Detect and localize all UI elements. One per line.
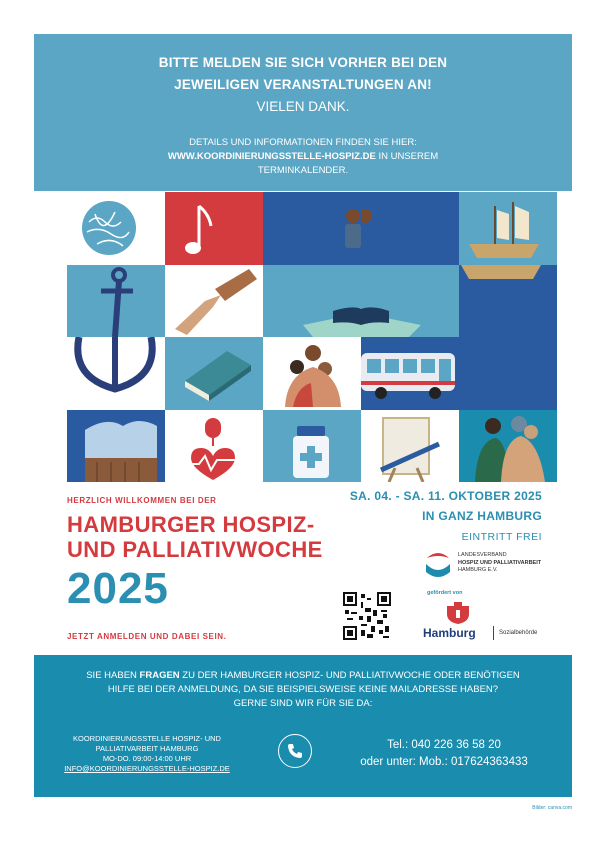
bus-icon (361, 337, 459, 410)
landesverband-logo-mark (424, 550, 452, 580)
book-icon (165, 337, 263, 410)
registration-notice-line2: JEWEILIGEN VERANSTALTUNGEN AN! (174, 77, 432, 92)
details-line2 (34, 150, 572, 164)
yoga-mat-left (263, 265, 361, 338)
yoga-woman-icon-right (361, 192, 459, 265)
ship-hull (459, 265, 557, 338)
questions-text (34, 669, 572, 711)
sozialbehoerde-label: Sozialbehörde (499, 630, 538, 636)
handshake-icon (165, 265, 263, 338)
questions-pre: SIE HABEN (86, 670, 140, 681)
registration-notice-line1: BITTE MELDEN SIE SICH VORHER BEI DEN (158, 55, 448, 70)
contact-line1: KOORDINIERUNGSSTELLE HOSPIZ- UND (73, 734, 221, 743)
anchor-icon (67, 265, 165, 338)
yoga-mat-right (361, 265, 459, 338)
anchor-icon-lower (67, 337, 165, 410)
questions-line3: GERNE SIND WIR FÜR SIE DA: (233, 698, 373, 709)
top-banner (34, 34, 572, 191)
image-credit: Bilder: canva.com (532, 805, 572, 811)
event-date: SA. 04. - SA. 11. OKTOBER 2025 (349, 489, 542, 503)
microphone-heart-icon (165, 410, 263, 483)
questions-post: ZU DER HAMBURGER HOSPIZ- UND PALLIATIVWOCHE ODER BENÖTIGEN (179, 670, 520, 681)
questions-line2: HILFE BEI DER ANMELDUNG, DA SIE BEISPIELSWEISE KEINE MAILADRESSE HABEN? (107, 684, 499, 695)
contact-email-link[interactable]: INFO@KOORDINIERUNGSSTELLE-HOSPIZ.DE (64, 764, 230, 773)
details-rest: IN UNSEREM (375, 151, 439, 162)
medicine-bottle-icon (263, 410, 361, 483)
contact-address (62, 734, 232, 774)
yoga-woman-icon (263, 192, 361, 265)
event-year: 2025 (67, 564, 169, 613)
phone-icon (278, 734, 312, 768)
details-line3: TERMINKALENDER. (257, 165, 349, 176)
call-to-action: JETZT ANMELDEN UND DABEI SEIN. (67, 632, 227, 641)
contact-line2: PALLIATIVARBEIT HAMBURG (95, 744, 199, 753)
event-title (67, 512, 323, 562)
phone-numbers (334, 737, 554, 771)
thanks-text: VIELEN DANK. (256, 99, 350, 114)
hamburg-wordmark: Hamburg (423, 626, 476, 640)
embrace-family-icon (263, 337, 361, 410)
illustration-grid (67, 192, 557, 482)
music-note-icon (165, 192, 263, 265)
questions-line1 (34, 669, 572, 683)
qr-code[interactable] (343, 592, 391, 640)
details-text (34, 136, 572, 178)
mobile-number[interactable]: oder unter: Mob.: 017624363433 (360, 756, 528, 768)
telephone-number[interactable]: Tel.: 040 226 36 58 20 (387, 739, 501, 751)
landesverband-text (458, 552, 541, 575)
details-url-link[interactable]: WWW.KOORDINIERUNGSSTELLE-HOSPIZ.DE (167, 151, 376, 162)
event-title-line1: HAMBURGER HOSPIZ- (67, 512, 315, 537)
landesverband-logo (424, 548, 564, 584)
event-info (350, 486, 542, 548)
logo-divider (493, 626, 494, 640)
hamburg-logo (423, 600, 563, 642)
event-location: IN GANZ HAMBURG (422, 509, 542, 523)
brain-icon (67, 192, 165, 265)
event-admission: EINTRITT FREI (461, 531, 542, 543)
friends-hug-icon (459, 410, 557, 483)
details-line1: DETAILS UND INFORMATIONEN FINDEN SIE HIER: (189, 137, 417, 148)
contact-hours: MO-DO. 09:00-14:00 UHR (102, 754, 192, 763)
elbphilharmonie-icon (67, 410, 165, 483)
event-title-line2: UND PALLIATIVWOCHE (67, 537, 323, 562)
bus-front (459, 337, 557, 410)
questions-bold: FRAGEN (139, 670, 180, 681)
lv-line3: HAMBURG E.V. (458, 567, 498, 573)
lv-line1: LANDESVERBAND (458, 552, 507, 558)
lv-line2: HOSPIZ UND PALLIATIVARBEIT (458, 559, 542, 566)
contact-banner (34, 655, 572, 797)
event-section (67, 484, 557, 652)
ship-icon (459, 192, 557, 265)
hamburg-crest-icon (445, 600, 471, 624)
welcome-text: HERZLICH WILLKOMMEN BEI DER (67, 496, 217, 505)
easel-painting-icon (361, 410, 459, 483)
funded-by-label: gefördert von (427, 590, 463, 596)
